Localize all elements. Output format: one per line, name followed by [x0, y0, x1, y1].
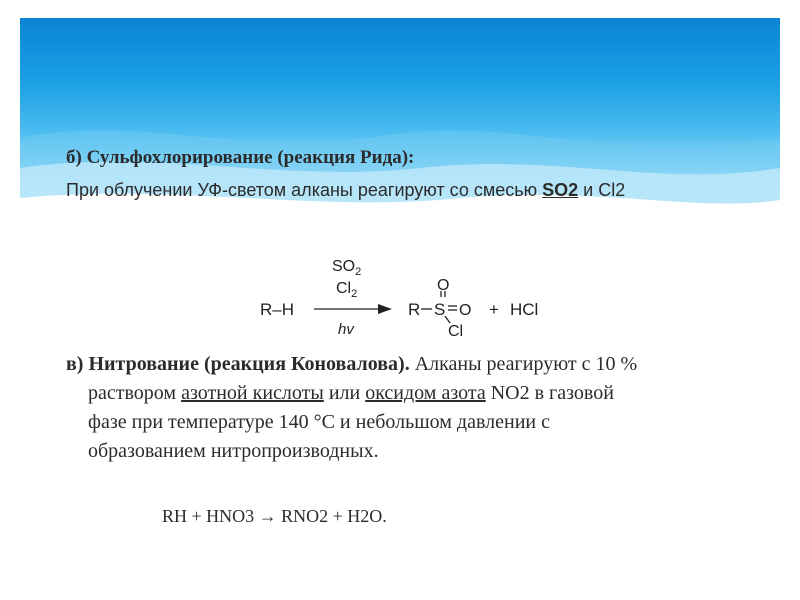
section-v-line1-rest: Алканы реагируют с 10 % — [409, 353, 638, 375]
section-v-line-3: фазе при температуре 140 °С и небольшом давлении с — [88, 411, 550, 433]
section-v-line-4: образованием нитропроизводных. — [88, 440, 379, 462]
section-b-text-after: и Cl2 — [578, 180, 626, 200]
plus-sign: + — [489, 300, 499, 319]
condition-hv: hv — [338, 321, 354, 338]
section-b-text — [66, 180, 625, 201]
product-r: R — [408, 300, 421, 319]
product-cl: Cl — [448, 323, 464, 338]
link-nitrogen-oxide[interactable]: оксидом азота — [365, 382, 486, 404]
product-o-right: O — [459, 302, 472, 319]
reagent-so2: $SO_2$ — [332, 258, 362, 278]
so2-label: SO2 — [542, 180, 579, 200]
section-v-line-1 — [66, 350, 786, 379]
section-b-heading: б) Сульфохлорирование (реакция Рида): — [66, 147, 415, 168]
product-o-top: O — [437, 277, 450, 294]
line2-mid: или — [323, 382, 366, 404]
line2-pre: раствором — [88, 382, 182, 404]
section-v-lead: в) Нитрование (реакция Коновалова). — [66, 353, 410, 375]
line2-post: NO2 в газовой — [485, 382, 614, 404]
reaction-scheme — [248, 248, 558, 338]
byproduct-hcl: HCl — [510, 300, 539, 319]
section-v-paragraph — [66, 350, 786, 466]
link-nitric-acid[interactable]: азотной кислоты — [181, 382, 324, 404]
bond-s-cl — [445, 316, 450, 323]
reagent-cl2: $Cl_2$ — [336, 280, 358, 300]
reaction-arrow-head — [378, 304, 392, 314]
product-s: S — [434, 300, 446, 319]
section-b-text-before: При облучении УФ-светом алканы реагируют со смесью — [66, 180, 543, 200]
section-v-line-2 — [66, 379, 786, 408]
nitration-equation: RH + HNO3 → RNO2 + H2O. — [162, 506, 387, 526]
reactant-label: R–H — [260, 300, 295, 319]
